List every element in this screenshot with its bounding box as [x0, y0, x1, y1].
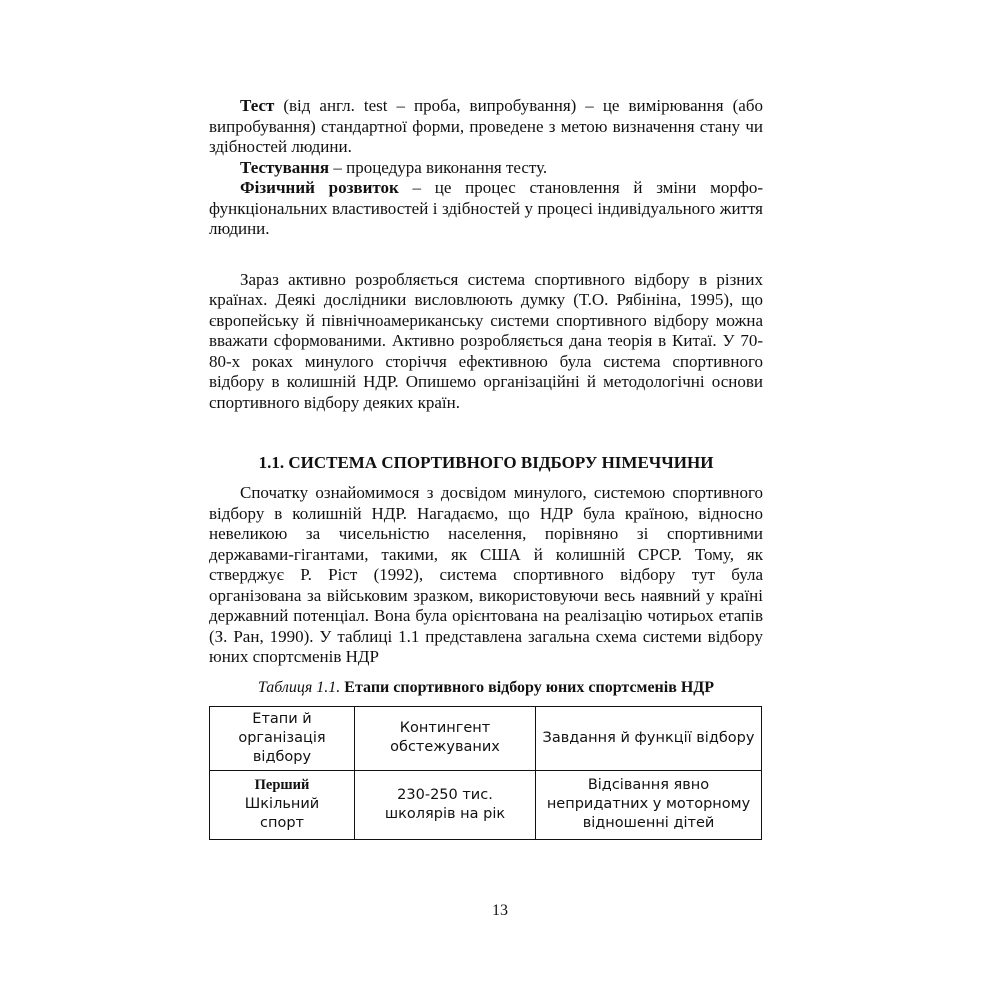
- stage-line: спорт: [260, 815, 304, 831]
- table-caption: [209, 678, 763, 698]
- cell-contingent: [355, 770, 536, 839]
- definition-physical-development: [209, 178, 763, 240]
- contingent-line: 230-250 тис.: [397, 786, 493, 803]
- header-contingent: [355, 706, 536, 770]
- definition-testing: [209, 158, 763, 179]
- header-stages: [210, 706, 355, 770]
- stage-name: Перший: [254, 777, 310, 793]
- section-heading: 1.1. СИСТЕМА СПОРТИВНОГО ВІДБОРУ НІМЕЧЧИНИ: [258, 453, 714, 472]
- definition-test: [209, 96, 763, 158]
- header-tasks: Завдання й функції відбору: [536, 706, 762, 770]
- header-contingent-line: Контингент: [399, 720, 491, 736]
- section-paragraph: Спочатку ознайомимося з досвідом минулого, системою спортивного відбору в колишній НДР. Нагадаємо, що НДР була країною, відносно невеликою за чисельністю населення, порівняно зі спортивними державами-гігантами, такими, як США й колишній СРСР. Тому, як стверджує Р. Ріст (1992), система спортивного відбору тут була організована за військовим зразком, використовуючи весь наявний у країні державний потенціал. Вона була орієнтована на реалізацію чотирьох етапів (З. Ран, 1990). У таблиці 1.1 представлена загальна схема системи відбору юних спортсменів НДР: [209, 483, 763, 666]
- page-body: [209, 96, 763, 840]
- task-line: непридатних у моторному: [546, 796, 751, 812]
- intro-paragraph: Зараз активно розробляється система спортивного відбору в різних країнах. Деякі дослідники висловлюють думку (Т.О. Рябініна, 1995), що європейську й північноамериканську системи спортивного відбору можна вважати сформованими. Активно розробляється дана теорія в Китаї. У 70-80-х роках минулого сторіччя ефективною була система спортивного відбору в колишній НДР. Опишемо організаційні й методологічні основи спортивного відбору деяких країн.: [209, 269, 763, 412]
- definition-physical-development-text: – це процес становлення й зміни морфо-функціональних властивостей і здібностей у процесі індивідуального життя людини.: [209, 178, 763, 238]
- header-stages-line: відбору: [252, 748, 312, 765]
- task-line: Відсівання явно: [587, 777, 710, 793]
- stages-table: [209, 706, 762, 840]
- page-number: 13: [492, 902, 508, 919]
- term-testing: Тестування: [240, 157, 330, 177]
- definition-testing-text: – процедура виконання тесту.: [329, 157, 548, 177]
- task-line: відношенні дітей: [582, 815, 715, 831]
- term-physical-development: Фізичний розвиток: [240, 178, 399, 197]
- stage-line: Шкільний: [244, 796, 320, 812]
- cell-task: [536, 770, 762, 839]
- term-test: Тест: [240, 96, 275, 115]
- table-header-row: [210, 706, 762, 770]
- contingent-line: школярів на рік: [384, 805, 506, 822]
- table-row: [210, 770, 762, 839]
- header-contingent-line: обстежуваних: [390, 739, 500, 755]
- table-caption-label: Таблиця 1.1.: [257, 678, 341, 696]
- definition-test-text: (від англ. test – проба, випробування) – це вимірювання (або випробування) стандартної форми, проведене з метою визначення стану чи здібностей людини.: [209, 96, 763, 156]
- table-caption-title: Етапи спортивного відбору юних спортсменів НДР: [344, 678, 715, 696]
- header-stages-line: Етапи й: [252, 710, 312, 727]
- cell-stage: [210, 770, 355, 839]
- header-stages-line: організація: [238, 729, 326, 746]
